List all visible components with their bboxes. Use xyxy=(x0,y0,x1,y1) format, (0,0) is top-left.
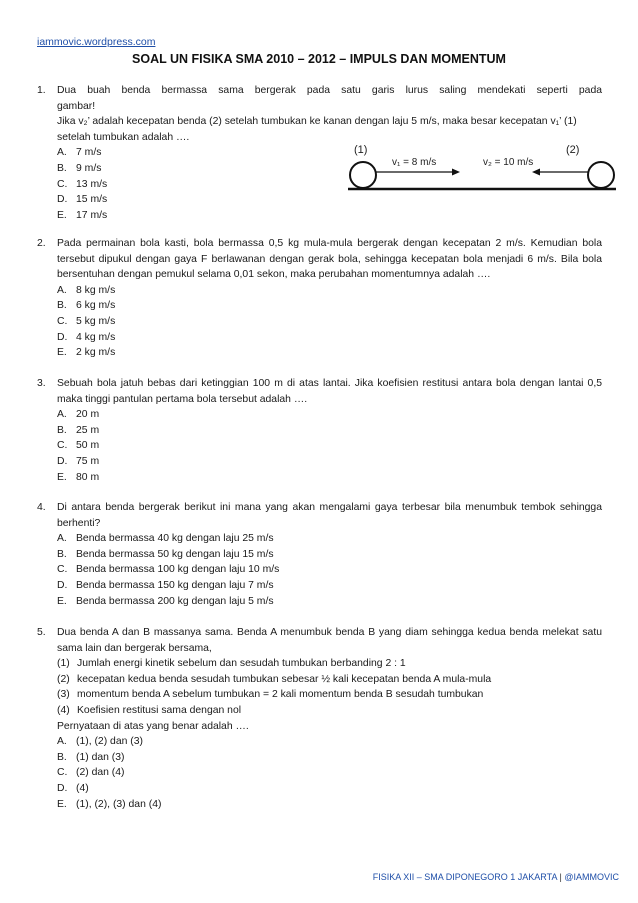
collision-diagram xyxy=(344,141,620,193)
question-text-line: maka tinggi pantulan pertama bola tersebut adalah …. xyxy=(57,393,308,405)
ball-1-label: (1) xyxy=(354,144,368,156)
answer-option-e: E. (1), (2), (3) dan (4) xyxy=(57,798,162,810)
answer-option-c: C. Benda bermassa 100 kg dengan laju 10 m/s xyxy=(57,564,280,576)
footer-school: FISIKA XII – SMA DIPONEGORO 1 JAKARTA xyxy=(372,872,557,882)
question-number: 3. xyxy=(37,378,46,389)
answer-option-b: B. 6 kg m/s xyxy=(57,300,116,312)
answer-option-c: C. 5 kg m/s xyxy=(57,315,116,327)
question-number: 1. xyxy=(37,85,46,96)
answer-option-e: E. 80 m xyxy=(57,471,100,483)
page-footer xyxy=(373,872,619,882)
answer-option-c: C. (2) dan (4) xyxy=(57,767,125,779)
arrow-left-head xyxy=(532,169,540,176)
answer-option-c: C. 50 m xyxy=(57,440,100,452)
answer-option-a: A. 7 m/s xyxy=(57,147,102,159)
ball-2-icon xyxy=(588,162,614,188)
footer-separator: | xyxy=(559,872,562,882)
answer-option-a: A. (1), (2) dan (3) xyxy=(57,736,143,748)
question-2 xyxy=(37,236,602,361)
statement-1: (1) Jumlah energi kinetik sebelum dan sesudah tumbukan berbanding 2 : 1 xyxy=(57,658,406,670)
question-text-line: Dua benda A dan B massanya sama. Benda A menumbuk benda B yang diam sehingga kedua benda melekat satu xyxy=(57,627,602,638)
question-text-line: Jika v₂’ adalah kecepatan benda (2) setelah tumbukan ke kanan dengan laju 5 m/s, maka besar kecepatan v₁’ (1) xyxy=(57,116,577,128)
answer-option-b: B. 9 m/s xyxy=(57,162,102,174)
question-number: 5. xyxy=(37,627,46,638)
question-text-line: berhenti? xyxy=(57,517,101,529)
site-link[interactable]: iammovic.wordpress.com xyxy=(37,36,156,48)
statement-2: (2) kecepatan kedua benda sesudah tumbukan sebesar ½ kali kecepatan benda A mula-mula xyxy=(57,673,492,685)
question-4 xyxy=(37,500,602,609)
question-text-line: setelah tumbukan adalah …. xyxy=(57,131,190,143)
question-text-line: sama lain dan bergerak bersama, xyxy=(57,642,212,654)
question-text-line: Pada permainan bola kasti, bola bermassa 0,5 kg mula-mula bergerak dengan kecepatan 2 m/s. Kemudian bola xyxy=(57,238,602,249)
question-text-line: Sebuah bola jatuh bebas dari ketinggian 100 m di atas lantai. Jika koefisien restitusi antara bola dengan lantai 0,5 xyxy=(57,378,602,389)
answer-option-a: A. 20 m xyxy=(57,409,100,421)
answer-option-b: B. 25 m xyxy=(57,424,100,436)
statement-3: (3) momentum benda A sebelum tumbukan = 2 kali momentum benda B sesudah tumbukan xyxy=(57,689,484,701)
ball-2-label: (2) xyxy=(566,144,580,156)
arrow-right-head xyxy=(452,169,460,176)
answer-option-a: A. Benda bermassa 40 kg dengan laju 25 m/s xyxy=(57,533,274,545)
question-number: 4. xyxy=(37,502,46,513)
answer-option-b: B. Benda bermassa 50 kg dengan laju 15 m/s xyxy=(57,548,274,560)
question-number: 2. xyxy=(37,238,46,249)
ball-1-icon xyxy=(350,162,376,188)
question-text-line: Di antara benda bergerak berikut ini mana yang akan mengalami gaya terbesar bila menumbuk tembok sehingga xyxy=(57,502,602,513)
answer-option-e: E. Benda bermassa 200 kg dengan laju 5 m/s xyxy=(57,595,274,607)
footer-handle[interactable]: @IAMMOVIC xyxy=(564,872,619,882)
answer-option-e: E. 17 m/s xyxy=(57,209,108,221)
answer-option-b: B. (1) dan (3) xyxy=(57,751,125,763)
answer-option-e: E. 2 kg m/s xyxy=(57,347,116,359)
question-text-line: bersentuhan dengan pemukul selama 0,01 sekon, maka perubahan momentumnya adalah …. xyxy=(57,269,491,281)
question-5 xyxy=(37,625,602,812)
answer-option-d: D. 15 m/s xyxy=(57,194,108,206)
answer-option-d: D. 4 kg m/s xyxy=(57,331,116,343)
velocity-2-label: v₂ = 10 m/s xyxy=(483,157,534,168)
answer-option-d: D. 75 m xyxy=(57,455,100,467)
statement-4: (4) Koefisien restitusi sama dengan nol xyxy=(57,704,242,716)
answer-option-d: D. (4) xyxy=(57,782,89,794)
question-3 xyxy=(37,376,602,485)
answer-option-c: C. 13 m/s xyxy=(57,178,108,190)
page-title: SOAL UN FISIKA SMA 2010 – 2012 – IMPULS DAN MOMENTUM xyxy=(132,52,506,66)
question-text-line: tersebut dipukul dengan gaya F berlawanan dengan gerak bola, sehingga kecepatan bola menjadi 6 m/s. Bila bola xyxy=(57,253,602,265)
question-text-line: gambar! xyxy=(57,100,96,112)
answer-option-a: A. 8 kg m/s xyxy=(57,284,116,296)
velocity-1-label: v₁ = 8 m/s xyxy=(392,157,437,168)
question-text-line: Dua buah benda bermassa sama bergerak pada satu garis lurus saling mendekati seperti pada xyxy=(57,85,602,96)
answer-option-d: D. Benda bermassa 150 kg dengan laju 7 m/s xyxy=(57,579,274,591)
question-prompt: Pernyataan di atas yang benar adalah …. xyxy=(57,720,249,732)
